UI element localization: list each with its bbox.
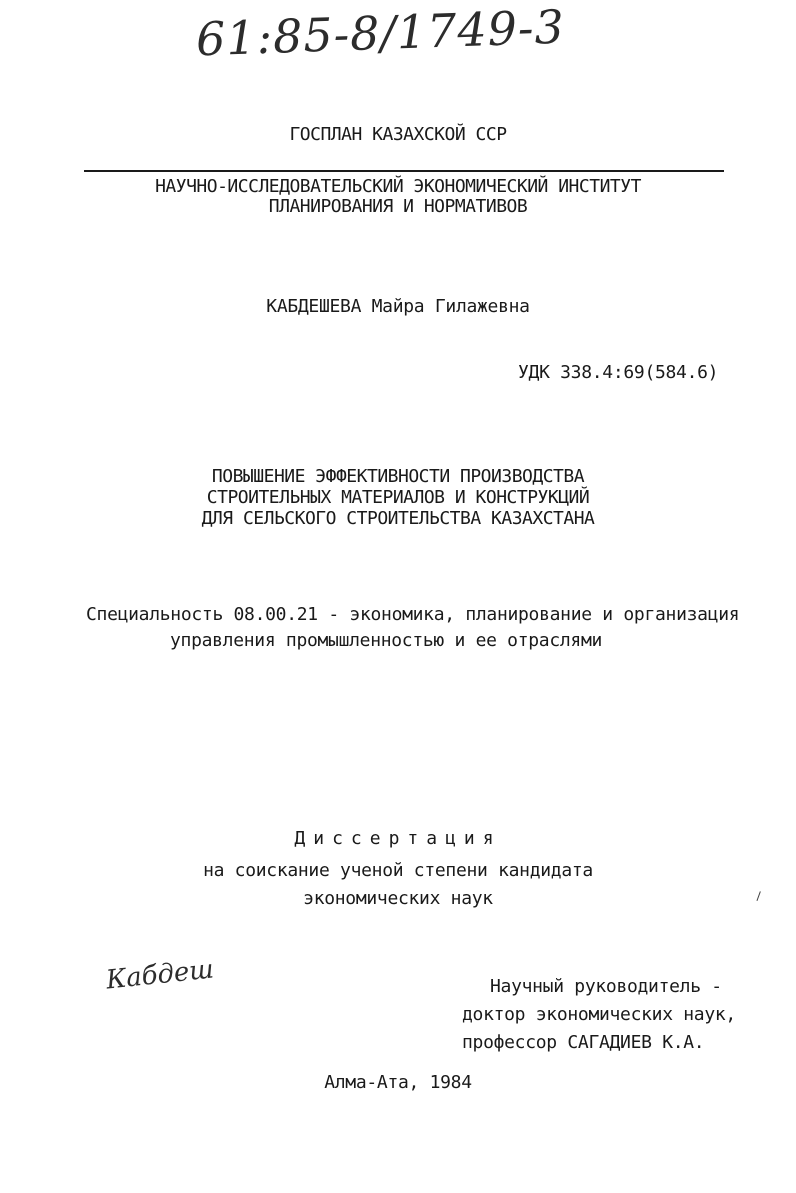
- archive-number-handwritten: 61:85-8/1749-3: [195, 0, 566, 67]
- title-line1: ПОВЫШЕНИЕ ЭФФЕКТИВНОСТИ ПРОИЗВОДСТВА: [211, 466, 585, 487]
- supervisor-line2: доктор экономических наук,: [462, 1004, 736, 1025]
- specialty-line2: управления промышленностью и ее отраслями: [170, 630, 603, 651]
- title-line2: СТРОИТЕЛЬНЫХ МАТЕРИАЛОВ И КОНСТРУКЦИЙ: [206, 487, 590, 508]
- dissertation-heading: Диссертация: [294, 828, 502, 849]
- specialty-line1: Специальность 08.00.21 - экономика, планирование и организация: [86, 604, 740, 625]
- dissertation-line1: на соискание ученой степени кандидата: [203, 860, 593, 881]
- header-divider: [84, 170, 724, 172]
- dissertation-line2: экономических наук: [303, 888, 493, 909]
- organization-heading: ГОСПЛАН КАЗАХСКОЙ ССР: [289, 124, 507, 145]
- place-and-year: Алма-Ата, 1984: [324, 1072, 472, 1093]
- author-name: КАБДЕШЕВА Майра Гилажевна: [266, 296, 530, 317]
- supervisor-line3: профессор САГАДИЕВ К.А.: [462, 1032, 705, 1053]
- institute-name-line2: ПЛАНИРОВАНИЯ И НОРМАТИВОВ: [268, 196, 528, 217]
- institute-name-line1: НАУЧНО-ИССЛЕДОВАТЕЛЬСКИЙ ЭКОНОМИЧЕСКИЙ ИНСТИТУТ: [155, 176, 641, 197]
- supervisor-line1: Научный руководитель -: [490, 976, 722, 997]
- author-signature: Кабдеш: [104, 954, 216, 996]
- title-line3: ДЛЯ СЕЛЬСКОГО СТРОИТЕЛЬСТВА КАЗАХСТАНА: [201, 508, 595, 529]
- udk-code: УДК 338.4:69(584.6): [518, 362, 719, 383]
